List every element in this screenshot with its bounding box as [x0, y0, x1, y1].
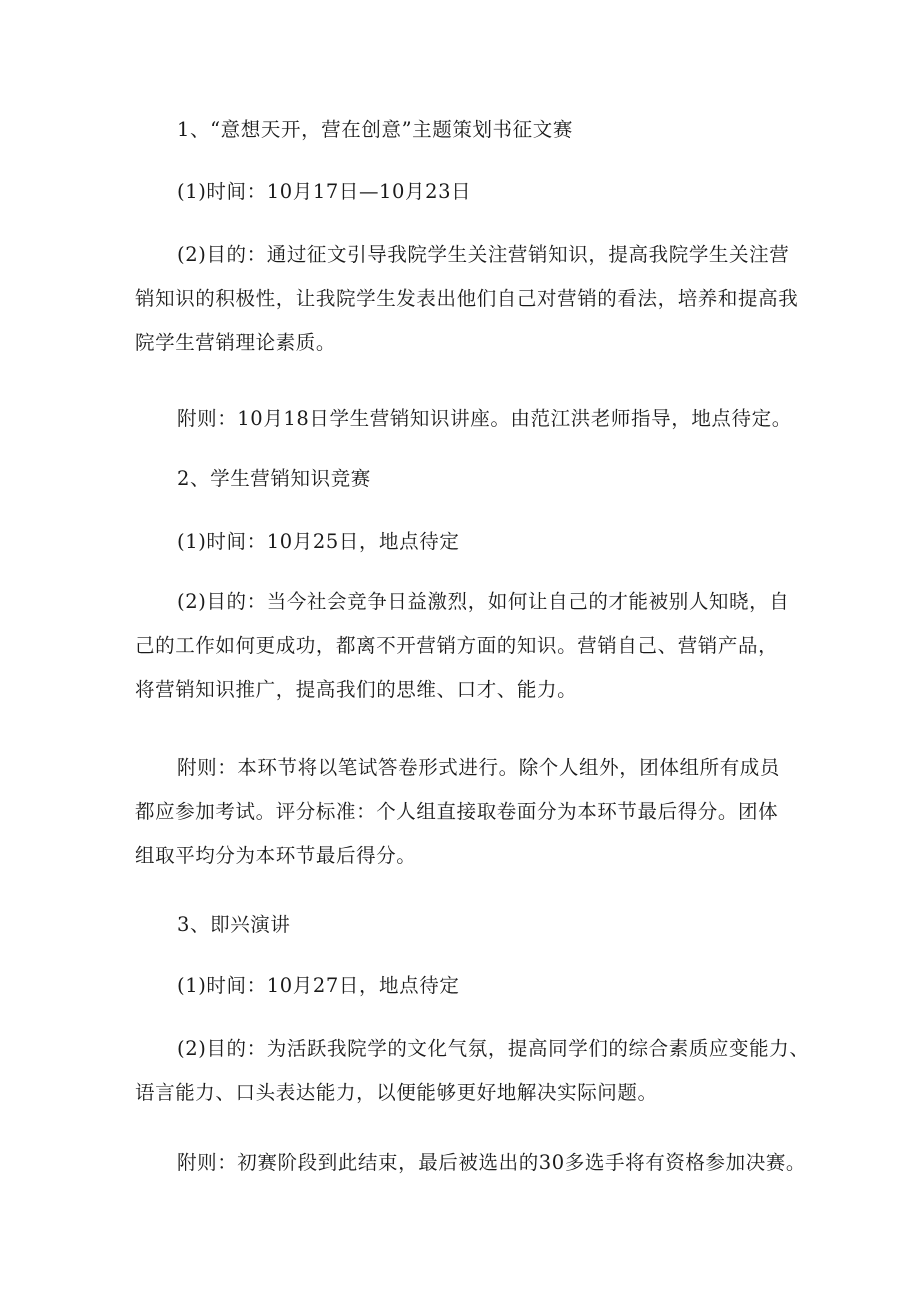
paragraph-2-note	[135, 746, 795, 878]
text-line: 销知识的积极性，让我院学生发表出他们自己对营销的看法，培养和提高我	[135, 287, 799, 310]
paragraph-2-time	[135, 520, 795, 564]
text-line: 1、“意想天开，营在创意”主题策划书征文赛	[177, 118, 573, 141]
text-line: 都应参加考试。评分标准：个人组直接取卷面分为本环节最后得分。团体	[135, 800, 779, 823]
text-line: 2、学生营销知识竞赛	[177, 467, 371, 490]
text-line: 语言能力、口头表达能力，以便能够更好地解决实际问题。	[135, 1081, 658, 1104]
text-line: (2)目的：当今社会竞争日益激烈，如何让自己的才能被别人知晓，自	[177, 590, 790, 613]
text-line: 附则：初赛阶段到此结束，最后被选出的30多选手将有资格参加决赛。	[177, 1151, 807, 1174]
paragraph-1-purpose	[135, 233, 799, 365]
paragraph-3-time	[135, 964, 795, 1008]
text-line: (1)时间：10月27日，地点待定	[177, 974, 460, 997]
text-line: 院学生营销理论素质。	[135, 331, 337, 354]
text-line: 3、即兴演讲	[177, 913, 291, 936]
paragraph-2-purpose	[135, 580, 795, 712]
paragraph-3-heading	[135, 903, 795, 947]
text-line: 己的工作如何更成功，都离不开营销方面的知识。营销自己、营销产品，	[135, 634, 779, 657]
text-line: 附则：10月18日学生营销知识讲座。由范江洪老师指导，地点待定。	[177, 407, 792, 430]
text-line: 组取平均分为本环节最后得分。	[135, 844, 417, 867]
text-line: (1)时间：10月17日—10月23日	[177, 180, 472, 203]
paragraph-2-heading	[135, 457, 795, 501]
paragraph-1-time	[135, 170, 795, 214]
paragraph-1-heading	[135, 108, 795, 152]
paragraph-3-purpose	[135, 1027, 810, 1115]
text-line: (2)目的：为活跃我院学的文化气氛，提高同学们的综合素质应变能力、	[177, 1037, 810, 1060]
text-line: 附则：本环节将以笔试答卷形式进行。除个人组外，团体组所有成员	[177, 756, 781, 779]
text-line: 将营销知识推广，提高我们的思维、口才、能力。	[135, 678, 578, 701]
text-line: (1)时间：10月25日，地点待定	[177, 530, 460, 553]
paragraph-1-note	[135, 397, 795, 441]
text-line: (2)目的：通过征文引导我院学生关注营销知识，提高我院学生关注营	[177, 243, 790, 266]
paragraph-3-note	[135, 1141, 807, 1185]
